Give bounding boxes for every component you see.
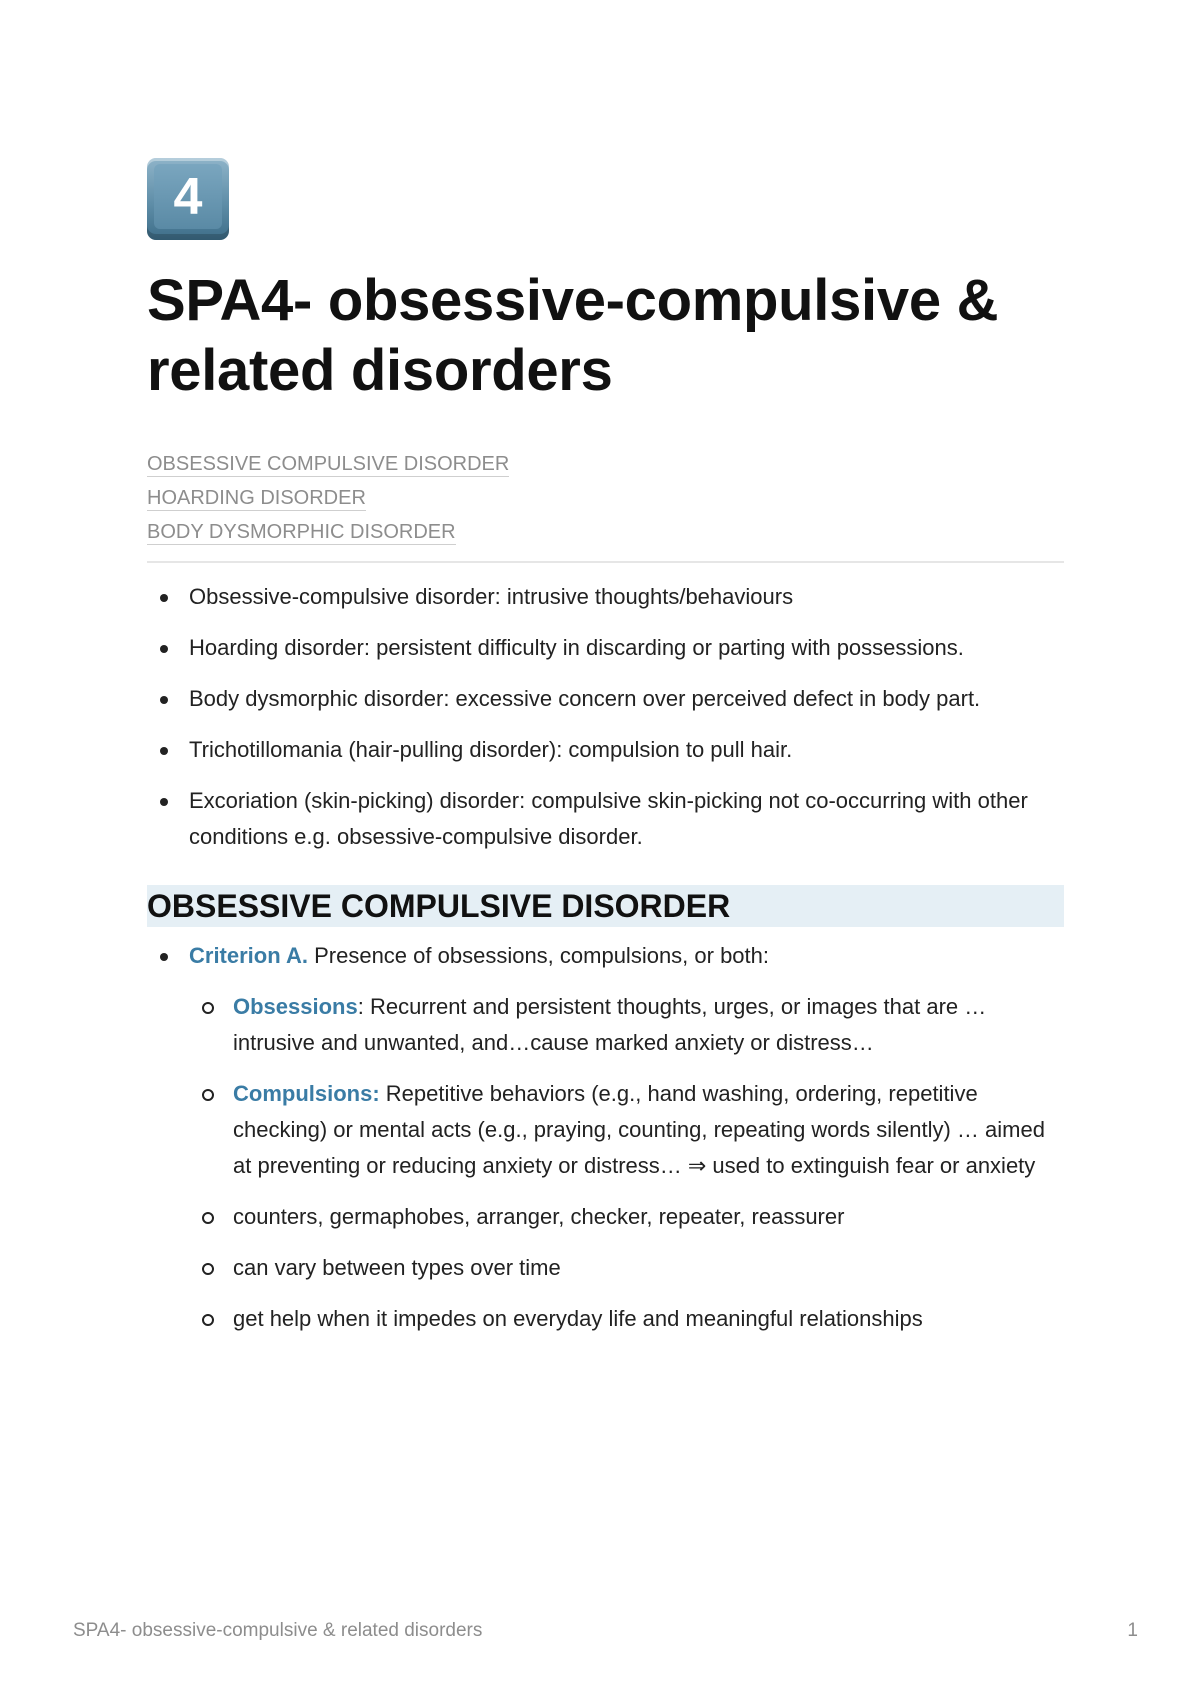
help-item: get help when it impedes on everyday life and meaningful relationships xyxy=(189,1301,1064,1337)
types-item: counters, germaphobes, arranger, checker, repeater, reassurer xyxy=(189,1199,1064,1235)
document-page xyxy=(147,158,1064,1352)
list-item: Excoriation (skin-picking) disorder: compulsive skin-picking not co-occurring with other conditions e.g. obsessive-compulsive disorder. xyxy=(147,783,1064,855)
toc-link-hoarding[interactable]: HOARDING DISORDER xyxy=(147,487,366,509)
criteria-list xyxy=(147,938,1064,1337)
criterion-label: Criterion A. xyxy=(189,943,308,968)
toc-link-bdd[interactable]: BODY DYSMORPHIC DISORDER xyxy=(147,521,456,543)
compulsions-label: Compulsions: xyxy=(233,1081,380,1106)
page-number: 1 xyxy=(1127,1620,1138,1641)
divider xyxy=(147,561,1064,563)
criterion-a-item xyxy=(147,938,1064,1337)
page-title: SPA4- obsessive-compulsive & related disorders xyxy=(147,268,999,403)
criterion-text: Presence of obsessions, compulsions, or both: xyxy=(307,943,770,968)
keycap-4-icon: 4 xyxy=(147,158,229,240)
toc-link-ocd[interactable]: OBSESSIVE COMPULSIVE DISORDER xyxy=(147,453,510,475)
obsessions-item xyxy=(189,989,1064,1061)
compulsions-item xyxy=(189,1076,1064,1184)
list-item: Hoarding disorder: persistent difficulty in discarding or parting with possessions. xyxy=(147,630,1064,666)
list-item: Body dysmorphic disorder: excessive concern over perceived defect in body part. xyxy=(147,681,1064,717)
table-of-contents xyxy=(147,452,1064,545)
summary-list xyxy=(147,579,1064,855)
section-heading-ocd: OBSESSIVE COMPULSIVE DISORDER xyxy=(147,885,1064,927)
obsessions-text: : Recurrent and persistent thoughts, urges, or images that are …intrusive and unwanted, and…cause marked anxiety or distress… xyxy=(233,994,987,1055)
list-item: Obsessive-compulsive disorder: intrusive thoughts/behaviours xyxy=(147,579,1064,615)
vary-item: can vary between types over time xyxy=(189,1250,1064,1286)
obsessions-label: Obsessions xyxy=(233,994,358,1019)
compulsions-text: Repetitive behaviors (e.g., hand washing, ordering, repetitive checking) or mental acts (e.g., praying, counting, repeating words silently) … aimed at preventing or reducing anxiety or distress… ⇒ used to extinguish fear or anxiety xyxy=(233,1081,1045,1178)
criterion-sub-list xyxy=(189,989,1064,1337)
footer-title: SPA4- obsessive-compulsive & related disorders xyxy=(73,1620,483,1641)
list-item: Trichotillomania (hair-pulling disorder): compulsion to pull hair. xyxy=(147,732,1064,768)
page-footer xyxy=(73,1620,1138,1642)
